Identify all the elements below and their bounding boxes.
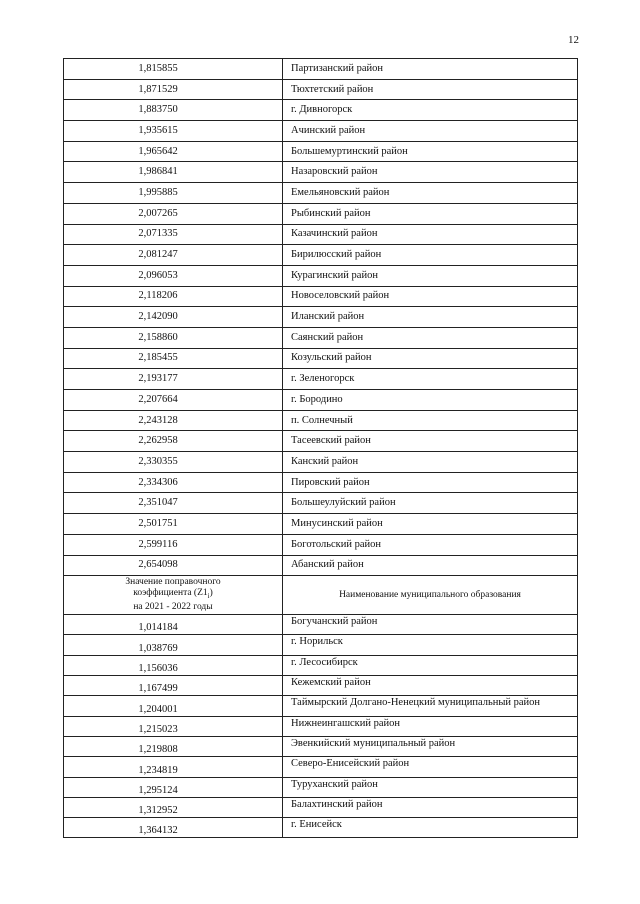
table-section-2021 [64,615,578,838]
coefficient-value: 1,167499 [64,676,283,696]
coefficient-value: 1,965642 [64,141,283,162]
table-row [64,348,578,369]
table-row [64,655,578,675]
table-row [64,736,578,756]
table-row [64,777,578,797]
municipality-name: г. Зеленогорск [283,369,578,390]
table-row [64,615,578,635]
municipality-name: Большемуртинский район [283,141,578,162]
municipality-name: Кежемский район [283,676,578,696]
table-row [64,534,578,555]
table-row [64,818,578,838]
coefficient-value: 1,364132 [64,818,283,838]
table-row [64,224,578,245]
municipality-name: Рыбинский район [283,203,578,224]
coefficient-value: 2,081247 [64,245,283,266]
municipality-name: Боготольский район [283,534,578,555]
municipality-name: г. Норильск [283,635,578,655]
table-row [64,493,578,514]
municipality-name: Бирилюсский район [283,245,578,266]
coefficient-value: 1,883750 [64,100,283,121]
header-coefficient-subscript: i [207,592,210,601]
municipality-name: Козульский район [283,348,578,369]
municipality-name: Нижнеингашский район [283,716,578,736]
header-municipality: Наименование муниципального образования [283,576,578,615]
coefficient-value: 2,207664 [64,390,283,411]
table-row [64,100,578,121]
page-number: 12 [568,34,579,46]
header-coefficient-line3: на 2021 - 2022 годы [133,602,213,613]
municipality-name: г. Лесосибирск [283,655,578,675]
municipality-name: Емельяновский район [283,183,578,204]
table-row [64,431,578,452]
coefficient-table [63,58,578,838]
coefficient-value: 2,158860 [64,327,283,348]
municipality-name: Богучанский район [283,615,578,635]
table-row [64,286,578,307]
table-row [64,307,578,328]
coefficient-value: 2,007265 [64,203,283,224]
table-row [64,555,578,576]
municipality-name: г. Бородино [283,390,578,411]
header-coefficient [64,576,283,615]
table-row [64,410,578,431]
coefficient-value: 1,156036 [64,655,283,675]
coefficient-value: 2,142090 [64,307,283,328]
municipality-name: Балахтинский район [283,797,578,817]
municipality-name: Туруханский район [283,777,578,797]
table-row [64,265,578,286]
municipality-name: Абанский район [283,555,578,576]
table-row [64,452,578,473]
coefficient-value: 2,193177 [64,369,283,390]
municipality-name: Новоселовский район [283,286,578,307]
table-row [64,183,578,204]
table-header-section [64,576,578,615]
coefficient-value: 2,262958 [64,431,283,452]
table-header-row [64,576,578,615]
coefficient-value: 2,599116 [64,534,283,555]
coefficient-value: 2,654098 [64,555,283,576]
municipality-name: Партизанский район [283,59,578,80]
coefficient-value: 2,351047 [64,493,283,514]
table-row [64,141,578,162]
coefficient-value: 1,871529 [64,79,283,100]
table-row [64,797,578,817]
municipality-name: Тасеевский район [283,431,578,452]
municipality-name: Пировский район [283,472,578,493]
coefficient-value: 1,312952 [64,797,283,817]
table-row [64,696,578,716]
coefficient-value: 1,986841 [64,162,283,183]
coefficient-value: 1,219808 [64,736,283,756]
table-section-2020 [64,59,578,576]
municipality-name: г. Енисейск [283,818,578,838]
coefficient-value: 1,204001 [64,696,283,716]
table-row [64,635,578,655]
coefficient-value: 1,038769 [64,635,283,655]
municipality-name: Назаровский район [283,162,578,183]
municipality-name: Большеулуйский район [283,493,578,514]
table-row [64,245,578,266]
municipality-name: Северо-Енисейский район [283,757,578,777]
header-coefficient-line2: коэффициента (Z1 [133,588,208,599]
municipality-name: Тюхтетский район [283,79,578,100]
table-row [64,162,578,183]
municipality-name: п. Солнечный [283,410,578,431]
coefficient-value: 2,118206 [64,286,283,307]
coefficient-value: 1,014184 [64,615,283,635]
municipality-name: г. Дивногорск [283,100,578,121]
municipality-name: Саянский район [283,327,578,348]
municipality-name: Курагинский район [283,265,578,286]
coefficient-value: 1,234819 [64,757,283,777]
coefficient-value: 1,995885 [64,183,283,204]
coefficient-value: 2,071335 [64,224,283,245]
table-row [64,369,578,390]
municipality-name: Таймырский Долгано-Ненецкий муниципальный район [283,696,578,716]
coefficient-value: 2,334306 [64,472,283,493]
municipality-name: Казачинский район [283,224,578,245]
table-row [64,59,578,80]
coefficient-value: 2,185455 [64,348,283,369]
coefficient-value: 2,330355 [64,452,283,473]
coefficient-value: 1,215023 [64,716,283,736]
municipality-name: Минусинский район [283,514,578,535]
coefficient-value: 1,815855 [64,59,283,80]
table-row [64,79,578,100]
municipality-name: Канский район [283,452,578,473]
coefficient-value: 1,295124 [64,777,283,797]
coefficient-value: 2,501751 [64,514,283,535]
coefficient-value: 2,096053 [64,265,283,286]
municipality-name: Эвенкийский муниципальный район [283,736,578,756]
table-row [64,757,578,777]
table-row [64,390,578,411]
table-row [64,327,578,348]
header-coefficient-line2-end: ) [209,588,213,599]
table-row [64,472,578,493]
coefficient-value: 1,935615 [64,121,283,142]
table-row [64,121,578,142]
table-row [64,676,578,696]
coefficient-value: 2,243128 [64,410,283,431]
table-row [64,514,578,535]
table-row [64,716,578,736]
header-coefficient-line1: Значение поправочного [125,577,221,588]
municipality-name: Иланский район [283,307,578,328]
table-row [64,203,578,224]
municipality-name: Ачинский район [283,121,578,142]
